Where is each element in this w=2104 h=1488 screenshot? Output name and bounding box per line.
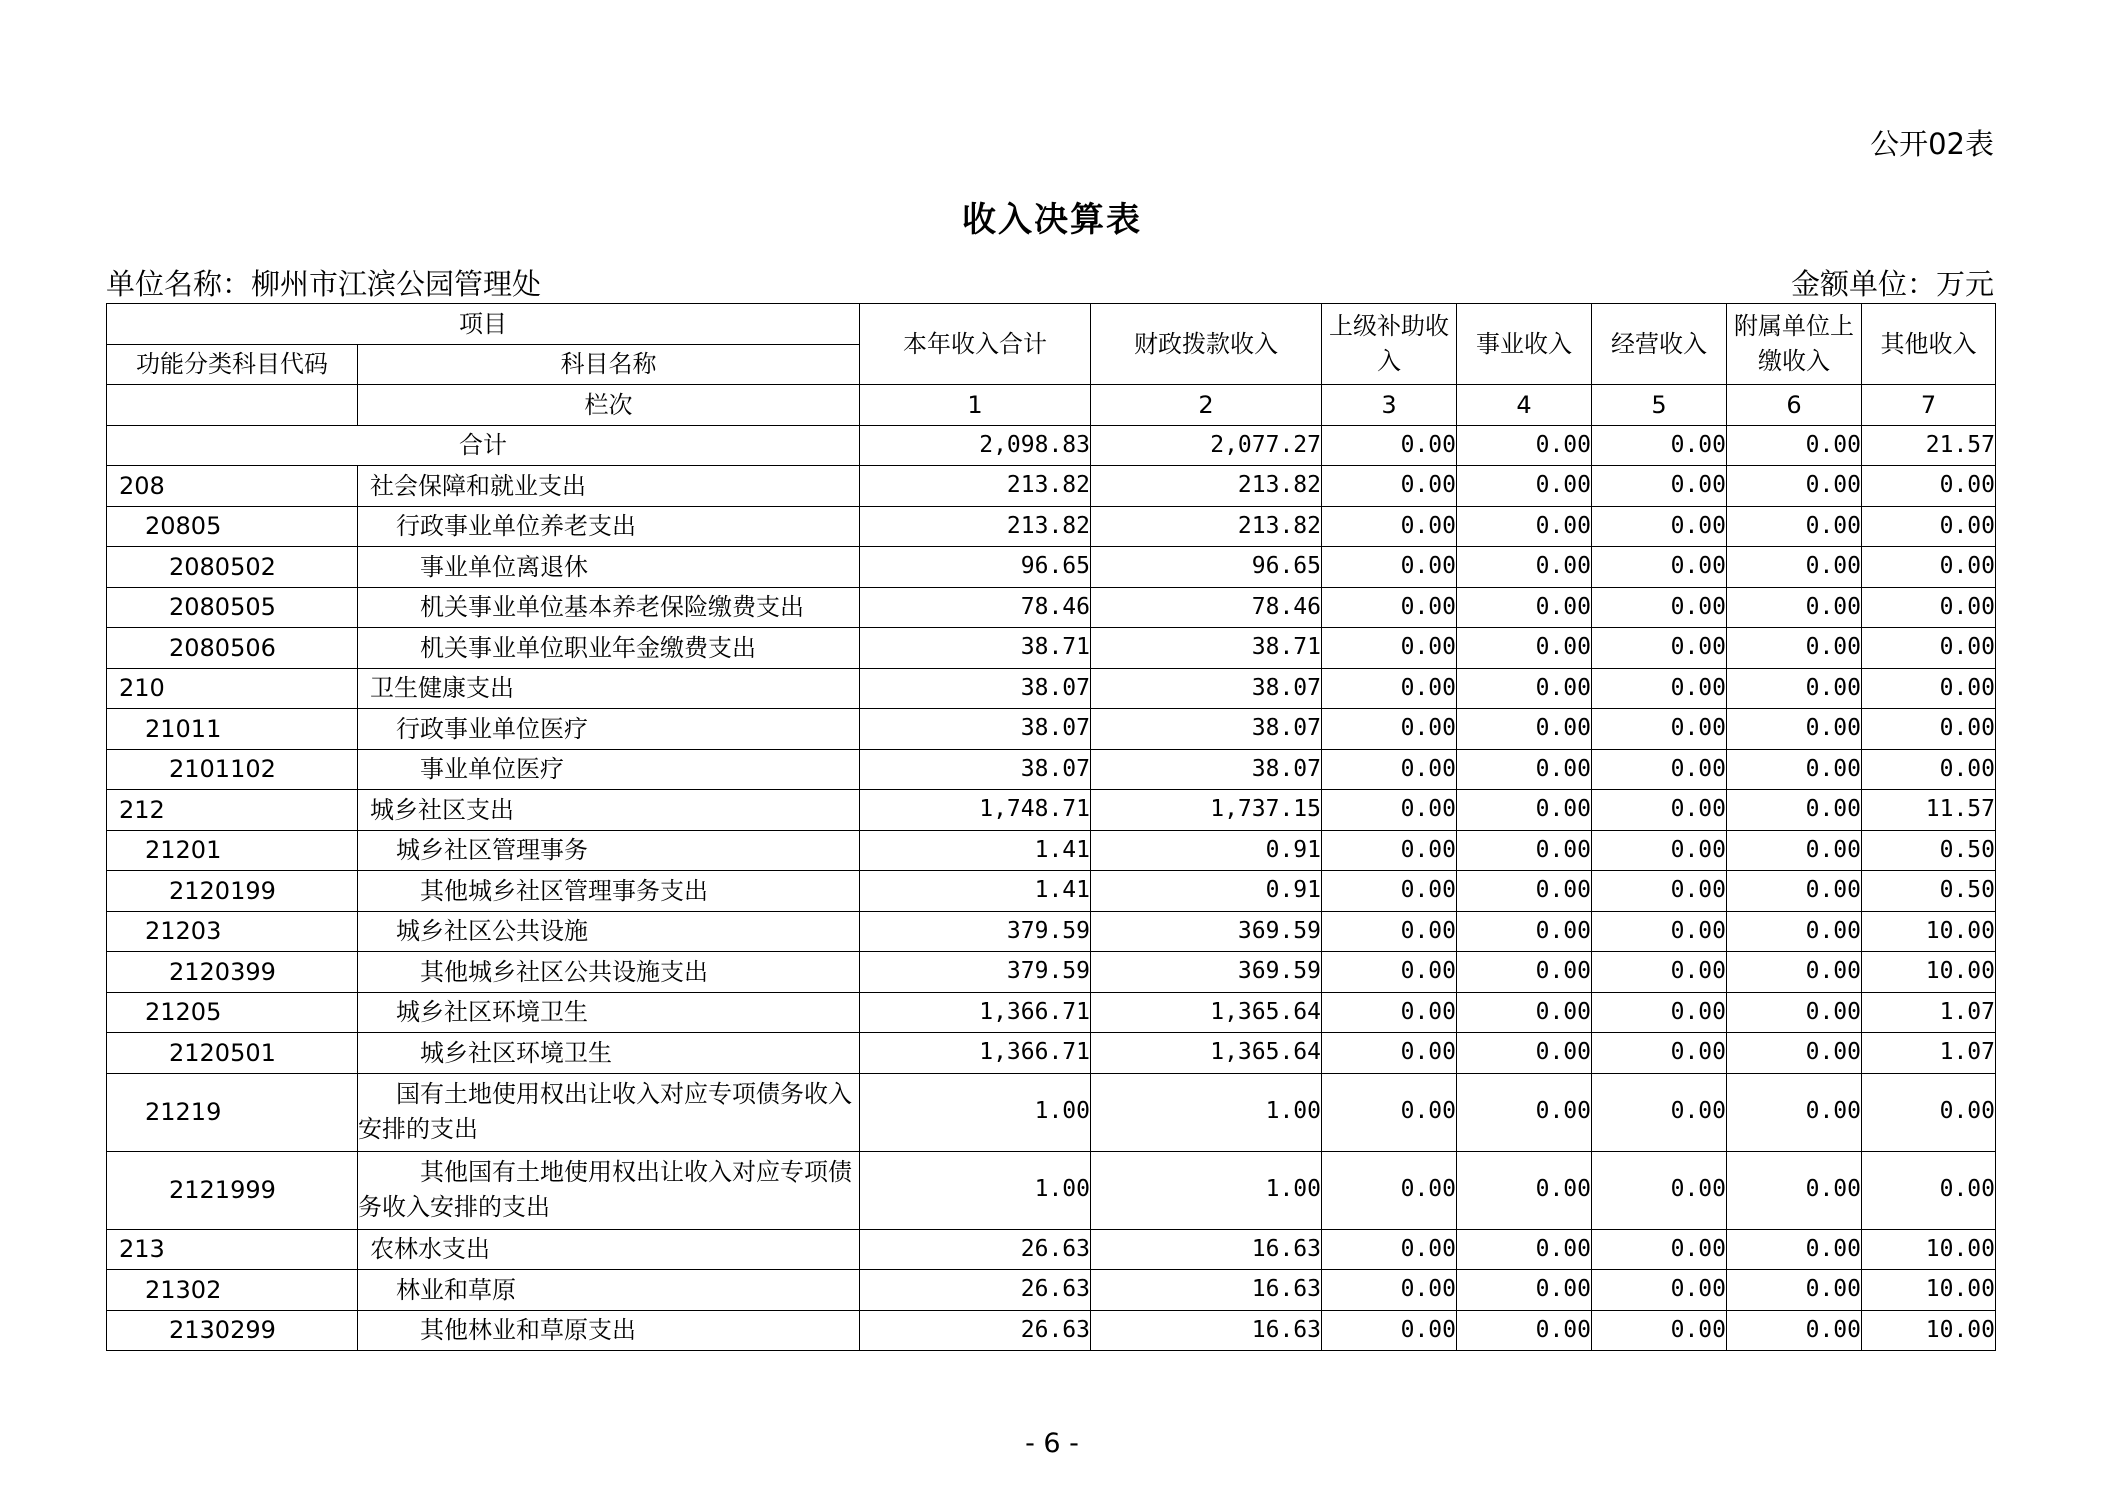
project-header: 项目 bbox=[107, 304, 860, 345]
amount-cell: 0.00 bbox=[1457, 871, 1592, 912]
col-number: 7 bbox=[1862, 385, 1996, 426]
subject-code: 21011 bbox=[107, 709, 358, 750]
amount-cell: 0.00 bbox=[1862, 466, 1996, 507]
amount-cell: 0.00 bbox=[1457, 1151, 1592, 1229]
amount-cell: 38.07 bbox=[1091, 709, 1322, 750]
amount-cell: 0.00 bbox=[1457, 749, 1592, 790]
total-value: 2,098.83 bbox=[860, 425, 1091, 466]
header-row-1 bbox=[107, 304, 1996, 345]
amount-cell: 0.00 bbox=[1727, 547, 1862, 588]
amount-cell: 0.00 bbox=[1862, 668, 1996, 709]
amount-cell: 0.00 bbox=[1862, 1151, 1996, 1229]
amount-cell: 0.00 bbox=[1592, 1229, 1727, 1270]
amount-cell: 213.82 bbox=[1091, 466, 1322, 507]
subject-name: 事业单位离退休 bbox=[358, 547, 860, 588]
subject-name: 农林水支出 bbox=[358, 1229, 860, 1270]
amount-cell: 0.00 bbox=[1592, 871, 1727, 912]
amount-cell: 1.00 bbox=[1091, 1151, 1322, 1229]
page-number: - 6 - bbox=[1025, 1428, 1079, 1459]
amount-cell: 0.00 bbox=[1457, 709, 1592, 750]
subject-code: 21203 bbox=[107, 911, 358, 952]
col-number: 6 bbox=[1727, 385, 1862, 426]
amount-cell: 0.00 bbox=[1322, 830, 1457, 871]
amount-cell: 0.00 bbox=[1322, 1151, 1457, 1229]
total-value: 0.00 bbox=[1727, 425, 1862, 466]
amount-cell: 10.00 bbox=[1862, 911, 1996, 952]
amount-cell: 0.00 bbox=[1592, 790, 1727, 831]
amount-cell: 0.00 bbox=[1457, 1073, 1592, 1151]
name-col-header: 科目名称 bbox=[358, 344, 860, 385]
amount-cell: 0.00 bbox=[1727, 830, 1862, 871]
subject-code: 2130299 bbox=[107, 1310, 358, 1351]
col-number: 5 bbox=[1592, 385, 1727, 426]
amount-cell: 1,365.64 bbox=[1091, 1033, 1322, 1074]
col-number: 3 bbox=[1322, 385, 1457, 426]
amount-cell: 0.00 bbox=[1727, 871, 1862, 912]
total-value: 2,077.27 bbox=[1091, 425, 1322, 466]
amount-cell: 10.00 bbox=[1862, 1270, 1996, 1311]
amount-cell: 0.00 bbox=[1592, 506, 1727, 547]
amount-cell: 0.00 bbox=[1592, 1073, 1727, 1151]
amount-cell: 10.00 bbox=[1862, 1310, 1996, 1351]
subject-name: 社会保障和就业支出 bbox=[358, 466, 860, 507]
amount-cell: 0.00 bbox=[1457, 628, 1592, 669]
table-row bbox=[107, 911, 1996, 952]
amount-cell: 1,365.64 bbox=[1091, 992, 1322, 1033]
table-row bbox=[107, 992, 1996, 1033]
subject-name: 事业单位医疗 bbox=[358, 749, 860, 790]
amount-cell: 1.07 bbox=[1862, 1033, 1996, 1074]
amount-cell: 1,737.15 bbox=[1091, 790, 1322, 831]
amount-cell: 0.00 bbox=[1457, 830, 1592, 871]
subject-code: 21205 bbox=[107, 992, 358, 1033]
amount-cell: 0.00 bbox=[1592, 749, 1727, 790]
amount-cell: 38.71 bbox=[1091, 628, 1322, 669]
subject-code: 2121999 bbox=[107, 1151, 358, 1229]
amount-cell: 0.00 bbox=[1322, 1229, 1457, 1270]
amount-cell: 0.00 bbox=[1457, 1033, 1592, 1074]
amount-cell: 0.00 bbox=[1727, 790, 1862, 831]
amount-cell: 0.00 bbox=[1592, 709, 1727, 750]
amount-cell: 1.00 bbox=[860, 1073, 1091, 1151]
amount-cell: 26.63 bbox=[860, 1270, 1091, 1311]
amount-cell: 0.00 bbox=[1592, 911, 1727, 952]
subject-code: 2120399 bbox=[107, 952, 358, 993]
subject-code: 213 bbox=[107, 1229, 358, 1270]
subject-name: 城乡社区环境卫生 bbox=[358, 992, 860, 1033]
amount-cell: 78.46 bbox=[860, 587, 1091, 628]
amount-cell: 0.00 bbox=[1322, 709, 1457, 750]
amount-cell: 0.00 bbox=[1457, 992, 1592, 1033]
amount-cell: 1.07 bbox=[1862, 992, 1996, 1033]
amount-cell: 0.00 bbox=[1592, 1310, 1727, 1351]
amount-cell: 0.00 bbox=[1322, 587, 1457, 628]
table-row bbox=[107, 1229, 1996, 1270]
table-row bbox=[107, 1033, 1996, 1074]
col-header-4: 事业收入 bbox=[1457, 304, 1592, 385]
table-row bbox=[107, 749, 1996, 790]
subject-code: 21302 bbox=[107, 1270, 358, 1311]
table-row bbox=[107, 709, 1996, 750]
amount-cell: 0.00 bbox=[1862, 547, 1996, 588]
amount-cell: 0.00 bbox=[1457, 911, 1592, 952]
table-row bbox=[107, 668, 1996, 709]
col-index-label: 栏次 bbox=[358, 385, 860, 426]
subject-name: 行政事业单位医疗 bbox=[358, 709, 860, 750]
amount-cell: 0.00 bbox=[1322, 466, 1457, 507]
table-row bbox=[107, 628, 1996, 669]
subject-name-text: 国有土地使用权出让收入对应专项债务收入安排的支出 bbox=[358, 1080, 852, 1143]
subject-code: 21219 bbox=[107, 1073, 358, 1151]
amount-cell: 26.63 bbox=[860, 1229, 1091, 1270]
subject-code: 2080502 bbox=[107, 547, 358, 588]
code-col-header: 功能分类科目代码 bbox=[107, 344, 358, 385]
amount-cell: 0.00 bbox=[1457, 1270, 1592, 1311]
amount-cell: 0.00 bbox=[1727, 1310, 1862, 1351]
amount-cell: 0.00 bbox=[1322, 992, 1457, 1033]
amount-cell: 0.00 bbox=[1592, 547, 1727, 588]
amount-cell: 0.00 bbox=[1592, 466, 1727, 507]
subject-code: 2101102 bbox=[107, 749, 358, 790]
amount-cell: 16.63 bbox=[1091, 1310, 1322, 1351]
col-number: 4 bbox=[1457, 385, 1592, 426]
amount-cell: 38.07 bbox=[860, 749, 1091, 790]
amount-cell: 0.00 bbox=[1592, 1033, 1727, 1074]
amount-cell: 0.00 bbox=[1862, 506, 1996, 547]
amount-cell: 0.00 bbox=[1592, 628, 1727, 669]
amount-cell: 0.00 bbox=[1322, 506, 1457, 547]
amount-cell: 0.50 bbox=[1862, 871, 1996, 912]
amount-cell: 0.00 bbox=[1457, 466, 1592, 507]
subject-code: 208 bbox=[107, 466, 358, 507]
subject-name: 城乡社区支出 bbox=[358, 790, 860, 831]
amount-cell: 0.00 bbox=[1322, 1073, 1457, 1151]
amount-cell: 10.00 bbox=[1862, 1229, 1996, 1270]
amount-cell: 0.00 bbox=[1322, 749, 1457, 790]
amount-cell: 0.00 bbox=[1592, 1151, 1727, 1229]
amount-cell: 0.00 bbox=[1457, 1310, 1592, 1351]
amount-cell: 0.00 bbox=[1322, 790, 1457, 831]
subject-name: 城乡社区环境卫生 bbox=[358, 1033, 860, 1074]
total-value: 0.00 bbox=[1322, 425, 1457, 466]
column-index-row bbox=[107, 385, 1996, 426]
amount-cell: 0.00 bbox=[1322, 628, 1457, 669]
subject-name-text: 其他国有土地使用权出让收入对应专项债务收入安排的支出 bbox=[358, 1158, 852, 1221]
amount-cell: 379.59 bbox=[860, 952, 1091, 993]
amount-cell: 1,366.71 bbox=[860, 1033, 1091, 1074]
table-row bbox=[107, 830, 1996, 871]
subject-code: 21201 bbox=[107, 830, 358, 871]
report-title: 收入决算表 bbox=[962, 200, 1142, 240]
table-row bbox=[107, 506, 1996, 547]
amount-cell: 10.00 bbox=[1862, 952, 1996, 993]
amount-cell: 1.41 bbox=[860, 830, 1091, 871]
amount-cell: 11.57 bbox=[1862, 790, 1996, 831]
income-table bbox=[106, 303, 1996, 1351]
amount-cell: 0.00 bbox=[1592, 587, 1727, 628]
subject-code: 2080506 bbox=[107, 628, 358, 669]
amount-cell: 96.65 bbox=[1091, 547, 1322, 588]
table-row bbox=[107, 466, 1996, 507]
amount-cell: 0.00 bbox=[1727, 1151, 1862, 1229]
amount-cell: 0.00 bbox=[1322, 547, 1457, 588]
amount-cell: 213.82 bbox=[1091, 506, 1322, 547]
table-row bbox=[107, 547, 1996, 588]
amount-cell: 0.00 bbox=[1457, 952, 1592, 993]
amount-cell: 0.00 bbox=[1862, 1073, 1996, 1151]
subject-name: 机关事业单位基本养老保险缴费支出 bbox=[358, 587, 860, 628]
subject-name: 卫生健康支出 bbox=[358, 668, 860, 709]
amount-cell: 0.00 bbox=[1322, 668, 1457, 709]
total-value: 0.00 bbox=[1592, 425, 1727, 466]
amount-cell: 0.00 bbox=[1727, 506, 1862, 547]
amount-cell: 0.00 bbox=[1322, 911, 1457, 952]
table-row bbox=[107, 790, 1996, 831]
subject-name bbox=[358, 1151, 860, 1229]
amount-cell: 379.59 bbox=[860, 911, 1091, 952]
amount-cell: 0.00 bbox=[1457, 668, 1592, 709]
amount-cell: 0.00 bbox=[1457, 587, 1592, 628]
subject-name: 林业和草原 bbox=[358, 1270, 860, 1311]
amount-unit: 金额单位：万元 bbox=[1790, 267, 1994, 301]
amount-cell: 38.71 bbox=[860, 628, 1091, 669]
amount-cell: 1,748.71 bbox=[860, 790, 1091, 831]
amount-cell: 0.00 bbox=[1727, 911, 1862, 952]
amount-cell: 0.00 bbox=[1862, 709, 1996, 750]
amount-cell: 16.63 bbox=[1091, 1229, 1322, 1270]
amount-cell: 0.00 bbox=[1727, 587, 1862, 628]
amount-cell: 213.82 bbox=[860, 466, 1091, 507]
col-header-5: 经营收入 bbox=[1592, 304, 1727, 385]
amount-cell: 0.00 bbox=[1727, 668, 1862, 709]
blank-cell bbox=[107, 385, 358, 426]
subject-name: 其他城乡社区管理事务支出 bbox=[358, 871, 860, 912]
col-header-3: 上级补助收入 bbox=[1322, 304, 1457, 385]
total-value: 0.00 bbox=[1457, 425, 1592, 466]
amount-cell: 369.59 bbox=[1091, 911, 1322, 952]
total-row bbox=[107, 425, 1996, 466]
amount-cell: 0.00 bbox=[1727, 1033, 1862, 1074]
amount-cell: 96.65 bbox=[860, 547, 1091, 588]
amount-cell: 213.82 bbox=[860, 506, 1091, 547]
col-header-7: 其他收入 bbox=[1862, 304, 1996, 385]
amount-cell: 0.00 bbox=[1322, 1270, 1457, 1311]
amount-cell: 1.00 bbox=[1091, 1073, 1322, 1151]
subject-code: 2120199 bbox=[107, 871, 358, 912]
amount-cell: 0.00 bbox=[1727, 992, 1862, 1033]
amount-cell: 0.00 bbox=[1862, 628, 1996, 669]
amount-cell: 78.46 bbox=[1091, 587, 1322, 628]
table-row bbox=[107, 1310, 1996, 1351]
amount-cell: 0.00 bbox=[1457, 790, 1592, 831]
amount-cell: 0.00 bbox=[1457, 506, 1592, 547]
amount-cell: 0.00 bbox=[1592, 830, 1727, 871]
subject-code: 20805 bbox=[107, 506, 358, 547]
amount-cell: 0.00 bbox=[1592, 1270, 1727, 1311]
subject-code: 212 bbox=[107, 790, 358, 831]
amount-cell: 0.00 bbox=[1457, 547, 1592, 588]
total-label: 合计 bbox=[107, 425, 860, 466]
amount-cell: 0.00 bbox=[1727, 1073, 1862, 1151]
amount-cell: 0.00 bbox=[1727, 1270, 1862, 1311]
table-row bbox=[107, 1073, 1996, 1151]
table-row bbox=[107, 1270, 1996, 1311]
amount-cell: 0.00 bbox=[1322, 1310, 1457, 1351]
subject-name: 其他林业和草原支出 bbox=[358, 1310, 860, 1351]
subject-name: 城乡社区管理事务 bbox=[358, 830, 860, 871]
col-number: 1 bbox=[860, 385, 1091, 426]
amount-cell: 0.00 bbox=[1727, 628, 1862, 669]
amount-cell: 0.00 bbox=[1727, 709, 1862, 750]
subject-name: 城乡社区公共设施 bbox=[358, 911, 860, 952]
amount-cell: 38.07 bbox=[860, 709, 1091, 750]
subject-name: 机关事业单位职业年金缴费支出 bbox=[358, 628, 860, 669]
unit-name: 单位名称：柳州市江滨公园管理处 bbox=[106, 267, 542, 301]
amount-cell: 0.00 bbox=[1592, 992, 1727, 1033]
amount-cell: 0.00 bbox=[1322, 1033, 1457, 1074]
amount-cell: 26.63 bbox=[860, 1310, 1091, 1351]
col-header-1: 本年收入合计 bbox=[860, 304, 1091, 385]
table-row bbox=[107, 952, 1996, 993]
subject-name: 其他城乡社区公共设施支出 bbox=[358, 952, 860, 993]
amount-cell: 0.00 bbox=[1322, 952, 1457, 993]
subject-name: 行政事业单位养老支出 bbox=[358, 506, 860, 547]
amount-cell: 16.63 bbox=[1091, 1270, 1322, 1311]
subject-code: 210 bbox=[107, 668, 358, 709]
amount-cell: 0.00 bbox=[1727, 952, 1862, 993]
amount-cell: 1,366.71 bbox=[860, 992, 1091, 1033]
amount-cell: 0.50 bbox=[1862, 830, 1996, 871]
amount-cell: 369.59 bbox=[1091, 952, 1322, 993]
table-row bbox=[107, 1151, 1996, 1229]
amount-cell: 0.00 bbox=[1862, 749, 1996, 790]
amount-cell: 0.00 bbox=[1322, 871, 1457, 912]
subject-code: 2120501 bbox=[107, 1033, 358, 1074]
amount-cell: 1.00 bbox=[860, 1151, 1091, 1229]
amount-cell: 0.00 bbox=[1727, 749, 1862, 790]
form-number: 公开02表 bbox=[1870, 127, 1994, 161]
amount-cell: 38.07 bbox=[1091, 749, 1322, 790]
amount-cell: 0.00 bbox=[1592, 952, 1727, 993]
amount-cell: 0.00 bbox=[1457, 1229, 1592, 1270]
col-header-6: 附属单位上缴收入 bbox=[1727, 304, 1862, 385]
table-row bbox=[107, 587, 1996, 628]
amount-cell: 38.07 bbox=[1091, 668, 1322, 709]
amount-cell: 0.00 bbox=[1592, 668, 1727, 709]
amount-cell: 0.91 bbox=[1091, 871, 1322, 912]
table-row bbox=[107, 871, 1996, 912]
amount-cell: 0.91 bbox=[1091, 830, 1322, 871]
subject-name bbox=[358, 1073, 860, 1151]
amount-cell: 0.00 bbox=[1862, 587, 1996, 628]
col-header-2: 财政拨款收入 bbox=[1091, 304, 1322, 385]
col-number: 2 bbox=[1091, 385, 1322, 426]
subject-code: 2080505 bbox=[107, 587, 358, 628]
amount-cell: 1.41 bbox=[860, 871, 1091, 912]
amount-cell: 0.00 bbox=[1727, 1229, 1862, 1270]
amount-cell: 38.07 bbox=[860, 668, 1091, 709]
amount-cell: 0.00 bbox=[1727, 466, 1862, 507]
total-value: 21.57 bbox=[1862, 425, 1996, 466]
